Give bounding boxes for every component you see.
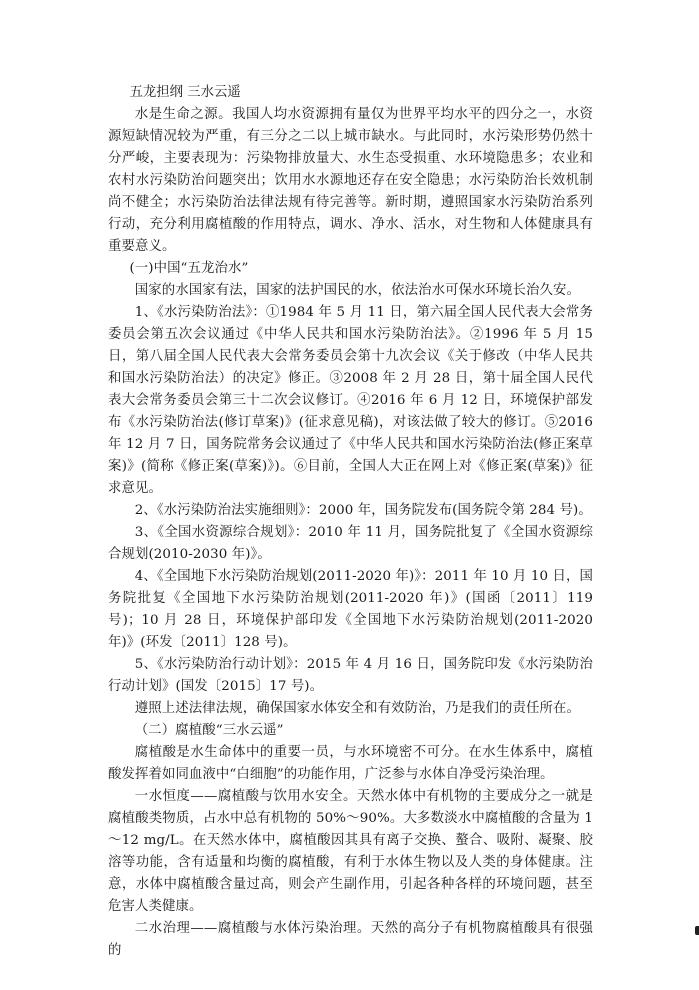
- paragraph-drinking-water: 一水恒度——腐植酸与饮用水安全。天然水体中有机物的主要成分之一就是腐植酸类物质，占水中总有机物的 50%～90%。大多数淡水中腐植酸的含量为 1～12 mg/L。在天然水体中，腐植酸因其具有离子交换、螯合、吸附、凝聚、胶溶等功能，含有适量和均衡的腐植酸，有利于水体生物以及人类的身体健康。注意，水体中腐植酸含量过高，则会产生副作用，引起各种各样的环境问题，甚至危害人类健康。: [108, 789, 593, 914]
- document-title: 五龙担纲 三水云遥: [129, 85, 241, 100]
- document-page: [108, 82, 593, 962]
- paragraph-law-5: 5、《水污染防治行动计划》：2015 年 4 月 16 日，国务院印发《水污染防治行动计划》(国发〔2015〕17 号)。: [108, 657, 593, 694]
- paragraph-law-3: 3、《全国水资源综合规划》：2010 年 11 月，国务院批复了《全国水资源综合规划(2010-2030 年)》。: [108, 525, 593, 562]
- paragraph-law-2: 2、《水污染防治法实施细则》：2000 年，国务院发布(国务院令第 284 号)。: [134, 503, 592, 518]
- page-edge-mark: [695, 926, 699, 935]
- paragraph-rule-of-law: 国家的水国家有法，国家的法护国民的水，依法治水可保水环境长治久安。: [134, 283, 580, 298]
- paragraph-humic-role: 腐植酸是水生命体中的重要一员，与水环境密不可分。在水生体系中，腐植酸发挥着如同血液中“白细胞”的功能作用，广泛参与水体自净受污染治理。: [108, 745, 593, 782]
- paragraph-intro: 水是生命之源。我国人均水资源拥有量仅为世界平均水平的四分之一，水资源短缺情况较为严重，有三分之二以上城市缺水。与此同时，水污染形势仍然十分严峻，主要表现为：污染物排放量大、水生态受损重、水环境隐患多；农业和农村水污染防治问题突出；饮用水水源地还存在安全隐患；水污染防治长效机制尚不健全；水污染防治法律法规有待完善等。新时期，遵照国家水污染防治系列行动，充分利用腐植酸的作用特点，调水、净水、活水，对生物和人体健康具有重要意义。: [108, 107, 593, 254]
- paragraph-pollution-treatment: 二水治理——腐植酸与水体污染治理。天然的高分子有机物腐植酸具有很强的: [108, 921, 593, 958]
- paragraph-responsibility: 遵照上述法律法规，确保国家水体安全和有效防治，乃是我们的责任所在。: [134, 701, 580, 716]
- paragraph-law-4: 4、《全国地下水污染防治规划(2011-2020 年)》：2011 年 10 月 10 日，国务院批复《全国地下水污染防治规划(2011-2020 年)》(国函〔2011〕119 号)；10 月 28 日，环境保护部印发《全国地下水污染防治规划(2011-2020 年)》(环发〔2011〕128 号)。: [108, 569, 593, 650]
- section-heading-five-dragons: (一)中国“五龙治水”: [129, 261, 249, 276]
- paragraph-law-1: 1、《水污染防治法》：①1984 年 5 月 11 日，第六届全国人民代表大会常务委员会第五次会议通过《中华人民共和国水污染防治法》。②1996 年 5 月 15 日，第八届全国人民代表大会常务委员会第十九次会议《关于修改（中华人民共和国水污染防治法）的决定》修正。③2008 年 2 月 28 日，第十届全国人民代表大会常务委员会第三十二次会议修订。④2016 年 6 月 12 日，环境保护部发布《水污染防治法(修订草案)》(征求意见稿)，对该法做了较大的修订。⑤2016 年 12 月 7 日，国务院常务会议通过了《中华人民共和国水污染防治法(修正案草案)》(简称《修正案(草案)》)。⑥目前，全国人大正在网上对《修正案(草案)》征求意见。: [108, 305, 593, 496]
- section-heading-three-waters: （二）腐植酸“三水云遥”: [134, 723, 284, 738]
